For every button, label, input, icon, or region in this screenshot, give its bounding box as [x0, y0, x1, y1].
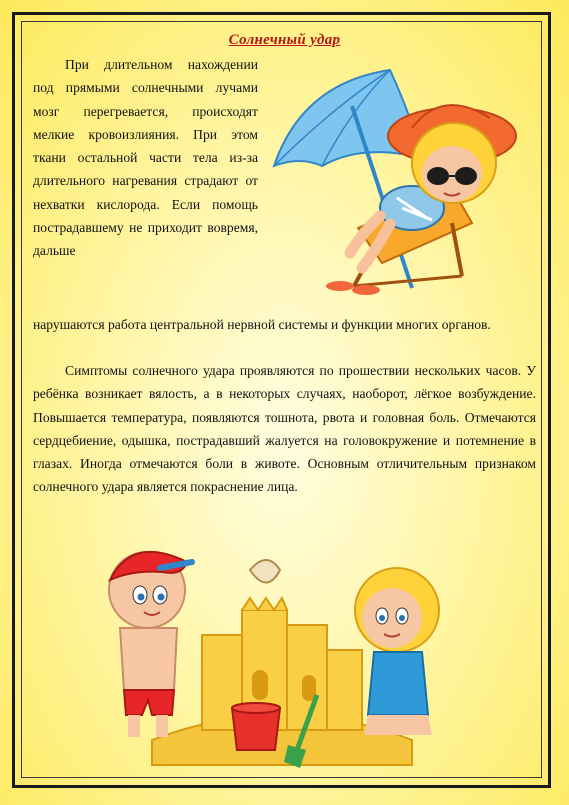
girl-sunbathing-illustration: [262, 48, 542, 300]
boy-figure: [109, 552, 192, 737]
paragraph-2: Симптомы солнечного удара проявляются по прошествии нескольких часов. У ребёнка возникает вялость, а в некоторых случаях, наоборот, лёгкое возбуждение. Повышается температура, появляются тошнота, рвота и головная боль. Отмечаются сердцебиение, одышка, пострадавший жалуется на головокружение и потемнение в глазах. Иногда отмечаются боли в животе. Основным отличительным признаком солнечного удара является покраснение лица.: [33, 363, 536, 495]
kids-sandcastle-illustration: [92, 540, 470, 772]
paragraph-1-continued: нарушаются работа центральной нервной системы и функции многих органов.: [33, 317, 491, 332]
girl-figure: [355, 568, 439, 735]
paragraph-1-wrapped: При длительном нахождении под прямыми солнечными лучами мозг перегревается, происходят мелкие кровоизлияния. При этом ткани остальной части тела из-за длительного нагревания страдают от нехватки кислорода. Если помощь пострадавшему не приходит вовремя, дальше: [33, 57, 258, 259]
bucket-icon: [232, 703, 280, 750]
page-title: Солнечный удар: [228, 32, 341, 48]
